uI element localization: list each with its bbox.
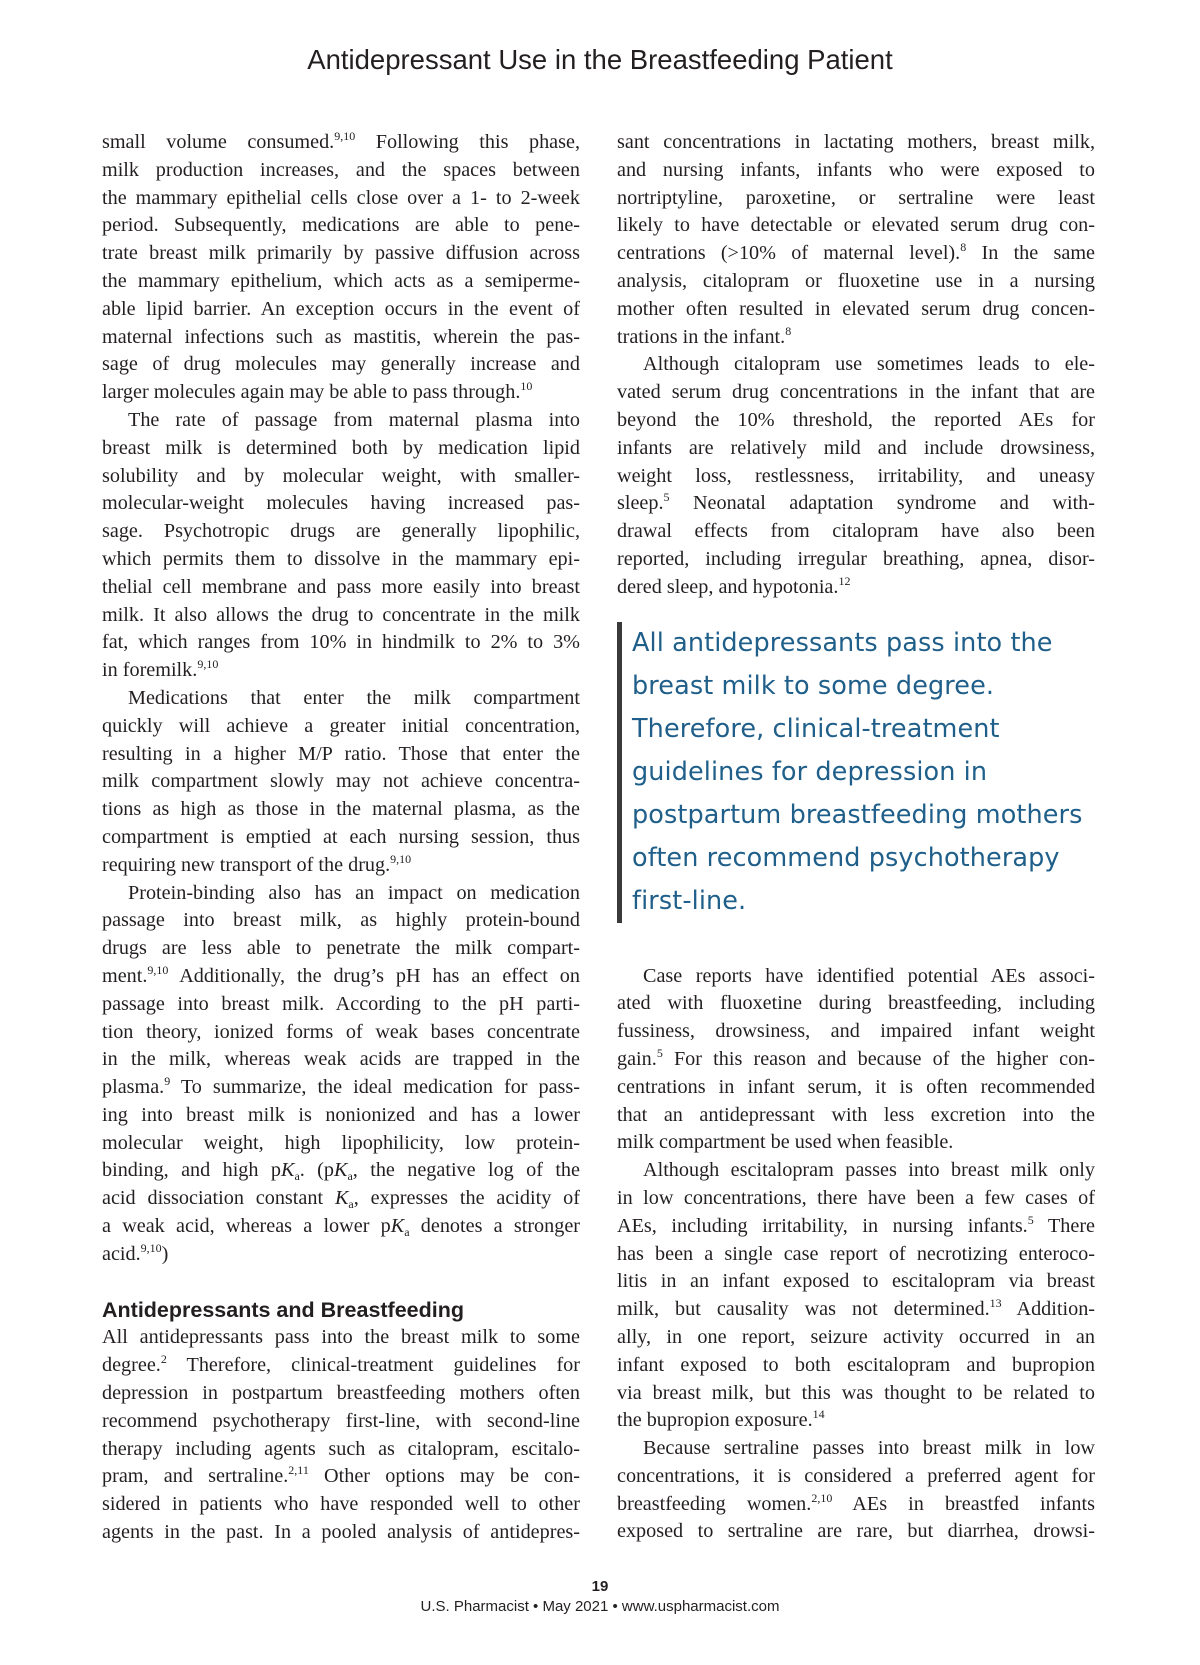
text-line: acid.$^{9,10}$) [102,1240,169,1265]
text-line: drawal effects from citalopram have also been [617,520,1095,543]
text-line: milk compartment slowly may not achieve concentra- [102,770,580,793]
text-line: in foremilk.$^{9,10}$ [102,657,219,682]
text-line: and nursing infants, infants who were exposed to [617,158,1095,181]
text-line: Although citalopram use sometimes leads to ele- [643,353,1095,376]
pull-quote-line: Therefore, clinical-treatment [632,713,1000,744]
footer-publication-line: U.S. Pharmacist • May 2021 • www.uspharmacist.com [420,1598,780,1615]
text-line: exposed to sertraline are rare, but diarrhea, drowsi- [617,1520,1095,1543]
text-line: Case reports have identified potential AEs associ- [643,964,1095,987]
body-paragraph [617,1435,1095,1546]
text-line: has been a single case report of necrotizing enteroco- [617,1242,1095,1265]
text-line: vated serum drug concentrations in the infant that are [617,381,1095,404]
text-line: centrations (>10% of maternal level).$^8$ In the same [617,240,1095,265]
text-line: larger molecules again may be able to pass through.$^{10}$ [102,379,533,404]
citation: 9 [164,1074,171,1089]
body-paragraph [617,129,1095,351]
citation: 12 [838,573,851,588]
pull-quote-line: breast milk to some degree. [632,670,995,701]
text-line: agents in the past. In a pooled analysis of antidepres- [102,1521,580,1544]
text-line: recommend psychotherapy first-line, with second-line [102,1409,580,1432]
pull-quote [617,622,1095,923]
text-line: centrations in infant serum, it is often recommended [617,1075,1095,1098]
text-line: likely to have detectable or elevated serum drug con- [617,214,1095,237]
citation: 9,10 [334,129,356,143]
text-line: maternal infections such as mastitis, wherein the pas- [102,325,580,348]
text-line: sleep.$^5$ Neonatal adaptation syndrome and with- [617,490,1095,515]
text-line: beyond the 10% threshold, the reported AEs for [617,408,1095,431]
page-number: 19 [591,1578,609,1595]
text-line: in the milk, whereas weak acids are trapped in the [102,1048,580,1071]
text-line: able lipid barrier. An exception occurs in the event of [102,297,580,320]
section-heading: Antidepressants and Breastfeeding [102,1297,465,1322]
text-line: The rate of passage from maternal plasma into [128,408,580,431]
citation: 5 [663,490,670,505]
citation: 9,10 [147,962,169,977]
citation: 13 [989,1296,1002,1311]
text-line: depression in postpartum breastfeeding mothers often [102,1382,580,1405]
text-line: molecular weight, high lipophilicity, low protein- [102,1131,580,1154]
text-line: compartment is emptied at each nursing session, thus [102,825,580,848]
text-line: acid dissociation constant $K_a$, expresses the acidity of [102,1187,580,1212]
text-line: plasma.$^9$ To summarize, the ideal medication for pass- [102,1074,580,1099]
text-line: binding, and high $pK_a$. ($pK_a$, the negative log of the [102,1159,580,1184]
citation: 2,10 [811,1490,833,1505]
text-line: reported, including irregular breathing, apnea, disor- [617,547,1095,570]
text-line: AEs, including irritability, in nursing infants.$^5$ There [617,1212,1095,1237]
citation: 8 [785,323,792,338]
text-line: nortriptyline, paroxetine, or sertraline were least [617,186,1095,209]
text-line: drugs are less able to penetrate the milk compart- [102,937,580,960]
text-line: milk production increases, and the spaces between [102,158,580,181]
right-column [617,129,1095,1546]
text-line: the mammary epithelium, which acts as a semiperme- [102,269,580,292]
citation: 8 [960,240,967,255]
text-line: therapy including agents such as citalopram, escitalo- [102,1437,580,1460]
text-line: breastfeeding women.$^{2,10}$ AEs in breastfed infants [617,1490,1095,1515]
text-line: milk compartment be used when feasible. [617,1131,954,1154]
text-line: requiring new transport of the drug.$^{9,10}$ [102,851,412,876]
text-line: trations in the infant.$^8$ [617,323,792,348]
text-line: weight loss, restlessness, irritability, and uneasy [617,464,1095,487]
pull-quote-line: first-line. [632,885,747,916]
text-line: Protein-binding also has an impact on medication [128,881,580,904]
text-line: passage into breast milk. According to the pH parti- [102,992,580,1015]
text-line: the bupropion exposure.$^{14}$ [617,1407,825,1432]
text-line: infant exposed to both escitalopram and bupropion [617,1353,1095,1376]
text-line: ated with fluoxetine during breastfeeding, including [617,992,1095,1015]
text-line: period. Subsequently, medications are able to pene- [102,214,580,237]
pull-quote-line: postpartum breastfeeding mothers [632,799,1083,830]
text-line: quickly will achieve a greater initial concentration, [102,714,580,737]
text-line: mother often resulted in elevated serum drug concen- [617,297,1095,320]
text-line: fussiness, drowsiness, and impaired infant weight [617,1020,1095,1043]
body-paragraph [617,1157,1095,1435]
running-head: Antidepressant Use in the Breastfeeding Patient [307,44,893,75]
text-line: milk, but causality was not determined.$^{13}$ Addition- [617,1296,1096,1321]
text-line: sidered in patients who have responded well to other [102,1493,580,1516]
text-line: gain.$^5$ For this reason and because of the higher con- [617,1045,1095,1070]
text-line: analysis, citalopram or fluoxetine use in a nursing [617,269,1095,292]
body-paragraph [102,407,580,685]
text-line: fat, which ranges from 10% in hindmilk to 2% to 3% [102,631,580,654]
text-line: All antidepressants pass into the breast milk to some [102,1326,580,1349]
citation: 9,10 [140,1240,162,1255]
text-line: infants are relatively mild and include drowsiness, [617,436,1095,459]
body-paragraph [102,129,580,407]
text-line: milk. It also allows the drug to concentrate in the milk [102,603,580,626]
text-line: Medications that enter the milk compartment [128,686,580,709]
left-column [102,129,580,1547]
text-line: tion theory, ionized forms of weak bases concentrate [102,1020,580,1043]
text-line: sage. Psychotropic drugs are generally lipophilic, [102,520,580,543]
text-line: via breast milk, but this was thought to be related to [617,1381,1095,1404]
text-line: passage into breast milk, as highly protein-bound [102,909,580,932]
text-line: that an antidepressant with less excretion into the [617,1103,1095,1126]
citation: 2 [160,1352,167,1367]
citation: 14 [812,1407,825,1422]
text-line: dered sleep, and hypotonia.$^{12}$ [617,573,851,598]
body-paragraph [102,685,580,880]
text-line: pram, and sertraline.$^{2,11}$ Other options may be con- [102,1463,581,1488]
text-line: tions as high as those in the maternal plasma, as the [102,798,580,821]
text-line: sant concentrations in lactating mothers, breast milk, [617,131,1095,153]
text-line: sage of drug molecules may generally increase and [102,353,580,376]
body-paragraph [617,963,1095,1158]
text-line: ment.$^{9,10}$ Additionally, the drug’s pH has an effect on [102,962,580,987]
citation: 5 [656,1045,663,1060]
text-line: resulting in a higher M/P ratio. Those that enter the [102,742,580,765]
text-line: in low concentrations, there have been a few cases of [617,1186,1095,1209]
citation: 9,10 [390,851,412,866]
text-line: molecular-weight molecules having increased pas- [102,492,580,515]
text-line: small volume consumed.$^{9,10}$ Following this phase, [102,129,580,153]
text-line: litis in an infant exposed to escitalopram via breast [617,1270,1095,1293]
pull-quote-line: guidelines for depression in [632,756,988,787]
text-line: trate breast milk primarily by passive diffusion across [102,242,580,265]
body-paragraph [102,880,580,1269]
text-line: solubility and by molecular weight, with smaller- [102,464,580,487]
text-line: ing into breast milk is nonionized and has a lower [102,1103,580,1126]
pull-quote-line: All antidepressants pass into the [632,627,1053,658]
body-paragraph [102,1324,580,1546]
text-line: thelial cell membrane and pass more easily into breast [102,575,580,598]
text-line: Because sertraline passes into breast milk in low [643,1437,1095,1460]
text-line: breast milk is determined both by medication lipid [102,436,580,459]
pull-quote-line: often recommend psychotherapy [632,842,1060,873]
citation: 5 [1027,1212,1034,1227]
body-paragraph [617,351,1095,601]
text-line: which permits them to dissolve in the mammary epi- [102,547,580,570]
text-line: concentrations, it is considered a preferred agent for [617,1464,1095,1487]
citation: 10 [520,379,533,394]
citation: 2,11 [288,1463,309,1478]
text-line: degree.$^2$ Therefore, clinical-treatment guidelines for [102,1352,580,1377]
citation: 9,10 [197,657,219,672]
text-line: ally, in one report, seizure activity occurred in an [617,1325,1095,1348]
text-line: a weak acid, whereas a lower $pK_a$ denotes a stronger [102,1215,581,1240]
text-line: Although escitalopram passes into breast milk only [643,1159,1095,1182]
text-line: the mammary epithelial cells close over a 1- to 2-week [102,186,580,209]
